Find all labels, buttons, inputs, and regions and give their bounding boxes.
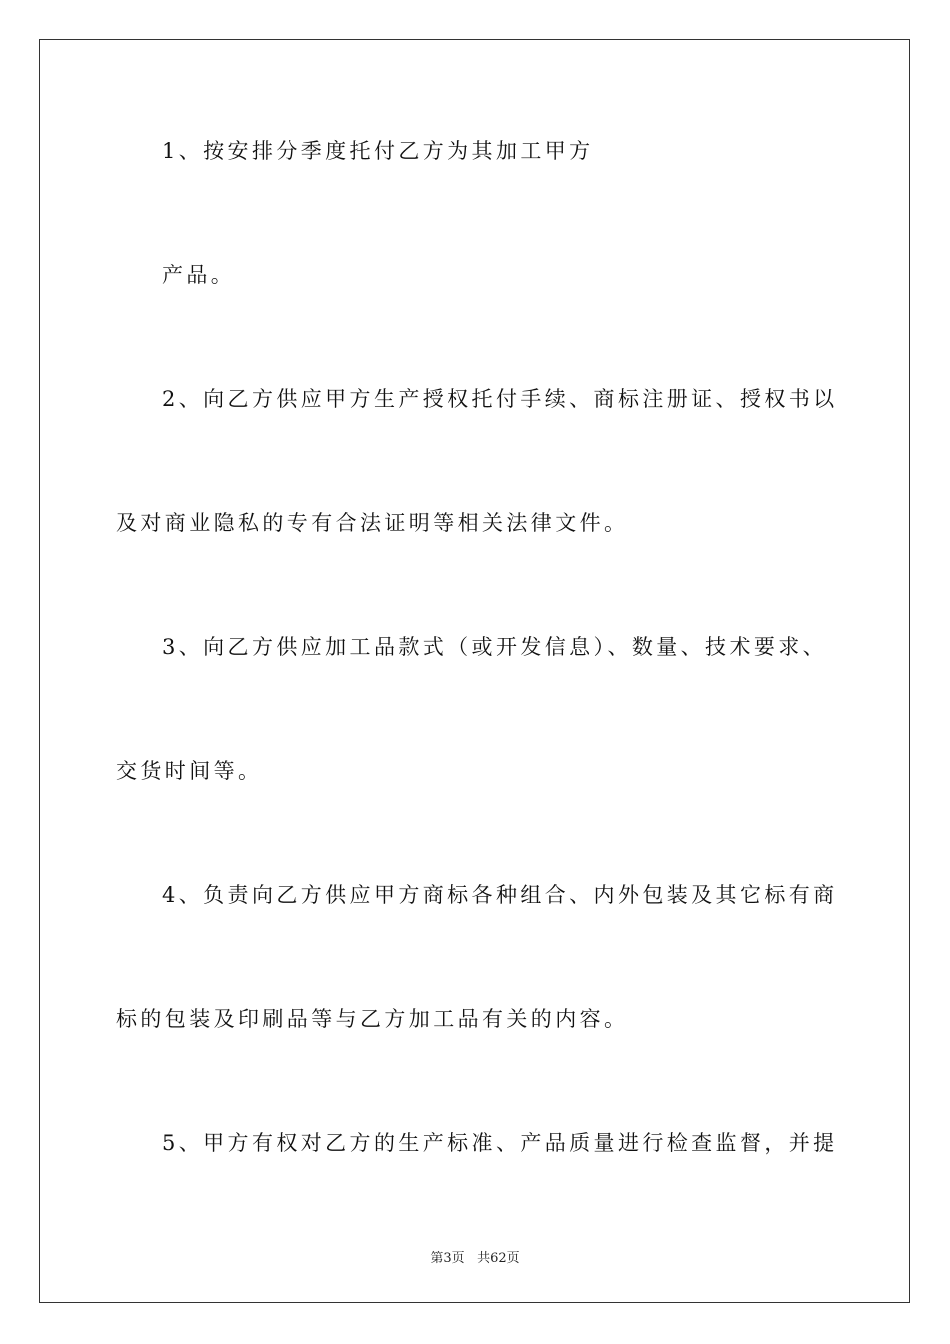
total-pages-label: 共62页 (477, 1251, 520, 1266)
current-page-label: 第3页 (430, 1251, 465, 1266)
clause-2-line-2: 及对商业隐私的专有合法证明等相关法律文件。 (116, 511, 629, 535)
clause-3-line-2: 交货时间等。 (116, 759, 263, 783)
clause-4-line-1: 4、负责向乙方供应甲方商标各种组合、内外包装及其它标有商 (162, 883, 838, 907)
clause-1-line-1: 1、按安排分季度托付乙方为其加工甲方 (162, 139, 594, 163)
clause-2-line-1: 2、向乙方供应甲方生产授权托付手续、商标注册证、授权书以 (162, 387, 838, 411)
clause-5-line-1: 5、甲方有权对乙方的生产标准、产品质量进行检查监督，并提 (162, 1131, 838, 1155)
footer-spacer (465, 1251, 477, 1266)
page-footer (0, 1247, 950, 1266)
clause-3-line-1: 3、向乙方供应加工品款式（或开发信息）、数量、技术要求、 (162, 635, 828, 659)
clause-4-line-2: 标的包装及印刷品等与乙方加工品有关的内容。 (116, 1007, 629, 1031)
clause-1-line-2: 产品。 (162, 263, 236, 287)
page-frame (39, 39, 910, 1303)
